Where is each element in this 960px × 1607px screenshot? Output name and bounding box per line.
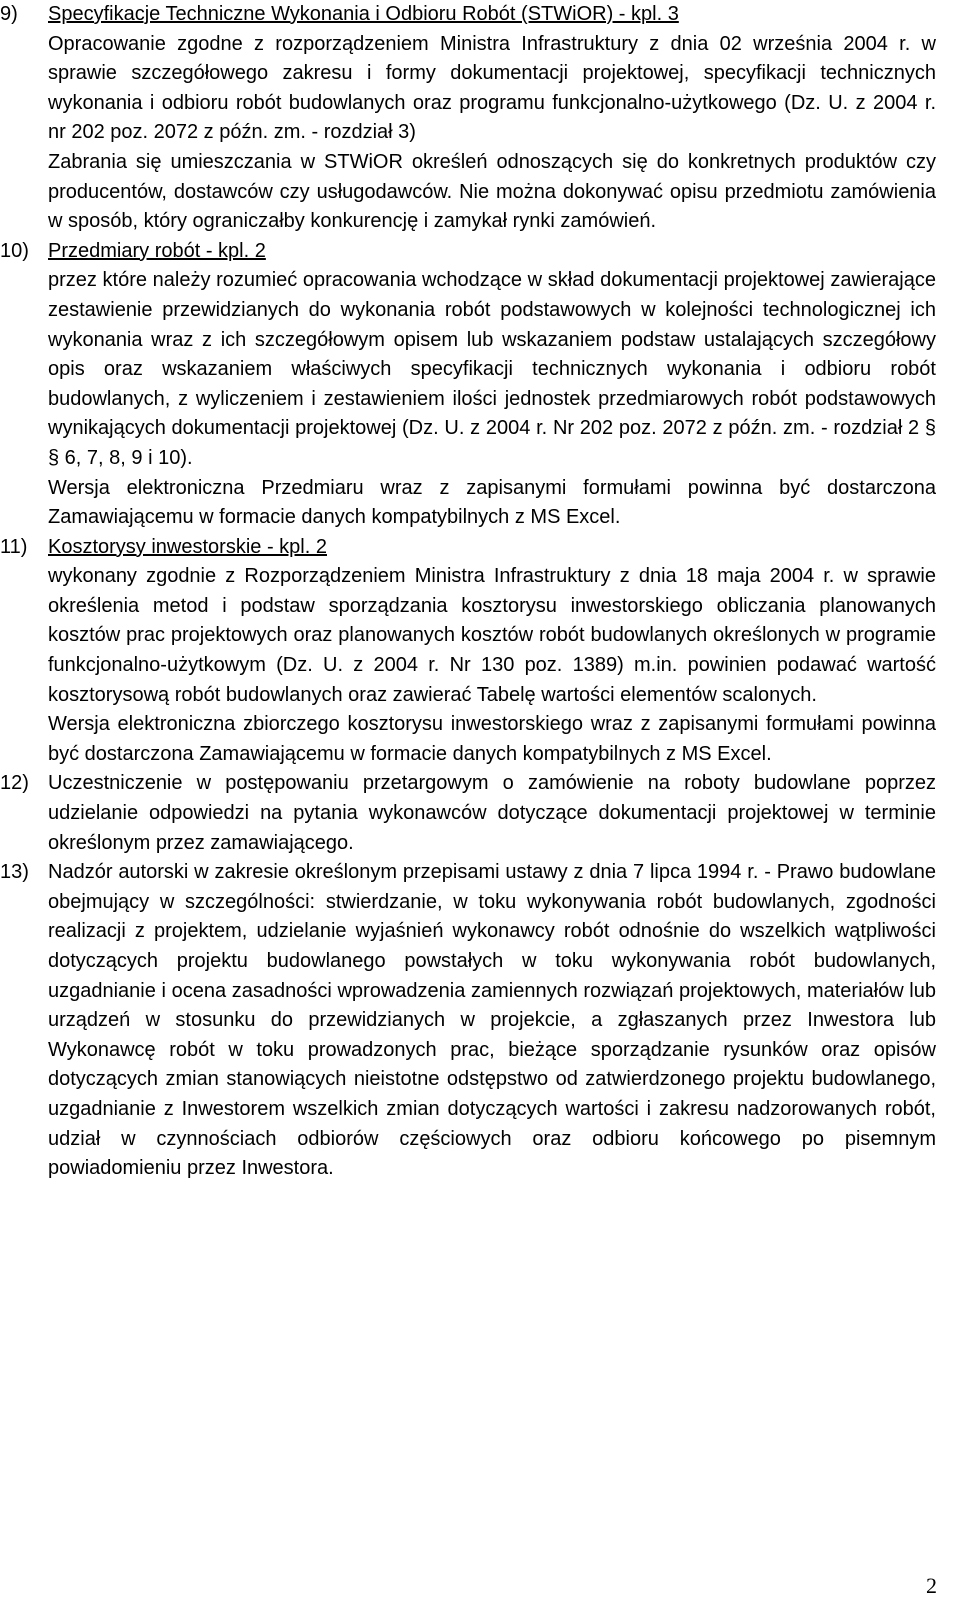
item-number: 10) xyxy=(0,239,29,262)
page-number: 2 xyxy=(926,1573,937,1598)
item-number: 11) xyxy=(0,535,28,558)
list-item-9 xyxy=(0,0,936,237)
item-title: Przedmiary robót - kpl. 2 xyxy=(48,239,266,262)
item-title: Specyfikacje Techniczne Wykonania i Odbioru Robót (STWiOR) - kpl. 3 xyxy=(48,3,679,25)
item-paragraph: Uczestniczenie w postępowaniu przetargowym o zamówienie na roboty budowlane poprzez udzielanie odpowiedzi na pytania wykonawców dotyczące dokumentacji projektowej w terminie określonym przez zamawiającego. xyxy=(48,772,936,854)
list-item-11 xyxy=(0,533,936,770)
item-paragraph: wykonany zgodnie z Rozporządzeniem Ministra Infrastruktury z dnia 18 maja 2004 r. w sprawie określenia metod i podstaw sporządzania kosztorysu inwestorskiego obliczania planowanych kosztów prac projektowych oraz planowanych kosztów robót budowlanych określonych w programie funkcjonalno-użytkowym (Dz. U. z 2004 r. Nr 130 poz. 1389) m.in. powinien podawać wartość kosztorysową robót budowlanych oraz zawierać Tabelę wartości elementów scalonych. xyxy=(48,565,936,706)
item-paragraph: Wersja elektroniczna Przedmiaru wraz z zapisanymi formułami powinna być dostarczona Zamawiającemu w formacie danych kompatybilnych z MS Excel. xyxy=(48,476,936,529)
item-paragraph: Wersja elektroniczna zbiorczego kosztorysu inwestorskiego wraz z zapisanymi formułami powinna być dostarczona Zamawiającemu w formacie danych kompatybilnych z MS Excel. xyxy=(48,713,936,765)
item-paragraph: Nadzór autorski w zakresie określonym przepisami ustawy z dnia 7 lipca 1994 r. - Prawo budowlane obejmujący w szczególności: stwierdzanie, w toku wykonywania robót budowlanych, zgodności realizacji z projektem, udzielanie wyjaśnień wykonawcy robót odnośnie do wszelkich wątpliwości dotyczących projektu budowlanego powstałych w toku wykonywania robót budowlanych, uzgadnianie i ocena zasadności wprowadzenia zamiennych rozwiązań projektowych, materiałów lub urządzeń w stosunku do przewidzianych w projekcie, a zgłaszanych przez Inwestora lub Wykonawcę robót w toku prowadzonych prac, bieżące sporządzanie rysunków oraz opisów dotyczących zmian stanowiących nieistotne odstępstwo od zatwierdzonego projektu budowlanego, uzgadnianie z Inwestorem wszelkich zmian dotyczących wartości i zakresu nadzorowanych robót, udział w czynnościach odbiorów częściowych oraz odbioru końcowego po pisemnym powiadomieniu przez Inwestora. xyxy=(48,861,936,1180)
item-title: Kosztorysy inwestorskie - kpl. 2 xyxy=(48,535,327,558)
list-item-10 xyxy=(0,237,936,533)
item-paragraph: Zabrania się umieszczania w STWiOR określeń odnoszących się do konkretnych produktów czy producentów, dostawców czy usługodawców. Nie można dokonywać opisu przedmiotu zamówienia w sposób, który ograniczałby konkurencję i zamykał rynki zamówień. xyxy=(48,150,936,233)
item-number: 12) xyxy=(0,772,29,795)
item-number: 9) xyxy=(0,3,18,25)
item-paragraph: przez które należy rozumieć opracowania wchodzące w skład dokumentacji projektowej zawierające zestawienie przewidzianych do wykonania robót podstawowych w kolejności technologicznej ich wykonania wraz z ich szczegółowym opisem lub wskazaniem podstaw ustalających szczegółowy opis oraz wskazaniem właściwych specyfikacji technicznych wykonania i odbioru robót budowlanych, z wyliczeniem i zestawieniem ilości jednostek przedmiarowych robót podstawowych wynikających dokumentacji projektowej (Dz. U. z 2004 r. Nr 202 poz. 2072 z późn. zm. - rozdział 2 § § 6, 7, 8, 9 i 10). xyxy=(48,269,936,469)
list-item-12 xyxy=(0,769,936,858)
item-paragraph: Opracowanie zgodne z rozporządzeniem Ministra Infrastruktury z dnia 02 września 2004 r. w sprawie szczegółowego zakresu i formy dokumentacji projektowej, specyfikacji technicznych wykonania i odbioru robót budowlanych oraz programu funkcjonalno-użytkowego (Dz. U. z 2004 r. nr 202 poz. 2072 z późn. zm. - rozdział 3) xyxy=(48,32,936,144)
item-number: 13) xyxy=(0,861,29,884)
list-item-13 xyxy=(0,858,936,1184)
